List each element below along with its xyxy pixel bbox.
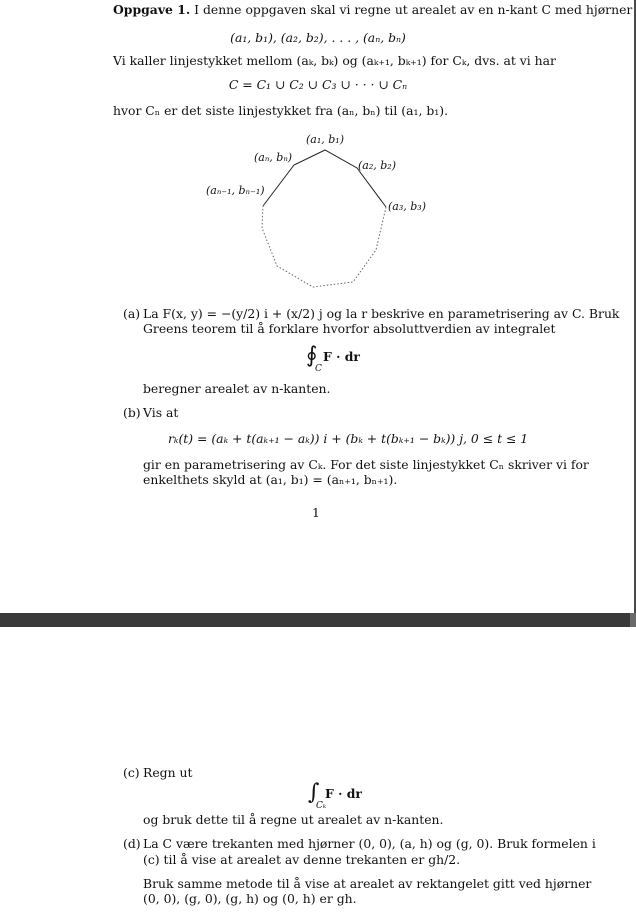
part-a-integral (306, 342, 366, 376)
polygon-dotted-edges (262, 206, 386, 287)
part-a-text-1: La F(x, y) = −(y/2) i + (x/2) j og la r beskrive en parametrisering av C. Bruk (143, 306, 620, 321)
part-d-text-1: La C være trekanten med hjørner (0, 0), (a, h) og (g, 0). Bruk formelen i (143, 836, 596, 851)
part-c-label: (c) (123, 765, 140, 780)
label-a1-b1: (a₁, b₁) (306, 133, 344, 146)
segment-definition: Vi kaller linjestykket mellom (aₖ, bₖ) og (aₖ₊₁, bₖ₊₁) for Cₖ, dvs. at vi har (113, 53, 556, 68)
page-separator (0, 613, 636, 627)
exercise-title: Oppgave 1. (113, 2, 191, 17)
vertices-equation: (a₁, b₁), (a₂, b₂), . . . , (aₙ, bₙ) (230, 30, 406, 45)
label-a3-b3: (a₃, b₃) (388, 200, 426, 213)
integral-sign: ∫ (308, 780, 320, 805)
label-an1-bn1: (aₙ₋₁, bₙ₋₁) (206, 184, 265, 197)
contour-integral-sign: ∮ (306, 343, 318, 368)
last-segment-text: hvor Cₙ er det siste linjestykket fra (aₙ, bₙ) til (a₁, b₁). (113, 103, 449, 118)
part-a-integrand: F · dr (323, 349, 360, 364)
part-a-text-3: beregner arealet av n-kanten. (143, 381, 331, 396)
part-a-label: (a) (123, 306, 141, 321)
part-b-label: (b) (123, 405, 141, 420)
part-b-text-3: enkelthets skyld at (a₁, b₁) = (aₙ₊₁, bₙ₊₁). (143, 472, 398, 487)
exercise-intro: I denne oppgaven skal vi regne ut arealet av en n-kant C med hjørner (194, 2, 633, 17)
part-c-integral-sub: Cₖ (316, 801, 327, 811)
part-b-equation: rₖ(t) = (aₖ + t(aₖ₊₁ − aₖ)) i + (bₖ + t(bₖ₊₁ − bₖ)) j, 0 ≤ t ≤ 1 (168, 431, 529, 446)
label-an-bn: (aₙ, bₙ) (254, 151, 293, 164)
page-2 (0, 627, 636, 912)
part-b-text-2: gir en parametrisering av Cₖ. For det siste linjestykket Cₙ skriver vi for (143, 457, 589, 472)
polygon-figure (0, 0, 636, 300)
union-equation: C = C₁ ∪ C₂ ∪ C₃ ∪ · · · ∪ Cₙ (228, 77, 408, 92)
part-c-text-1: Regn ut (143, 765, 193, 780)
page-number: 1 (312, 505, 320, 520)
part-a-text-2: Greens teorem til å forklare hvorfor absoluttverdien av integralet (143, 321, 556, 336)
part-c-text-2: og bruk dette til å regne ut arealet av n-kanten. (143, 812, 444, 827)
part-d-text-2: (c) til å vise at arealet av denne trekanten er gh/2. (143, 852, 461, 867)
label-a2-b2: (a₂, b₂) (358, 159, 396, 172)
part-b-text-1: Vis at (143, 405, 179, 420)
part-d-text-4: (0, 0), (g, 0), (g, h) og (0, h) er gh. (143, 891, 357, 906)
part-a-integral-sub: C (315, 364, 322, 374)
part-c-integral (308, 779, 368, 813)
part-c-integrand: F · dr (325, 786, 362, 801)
part-d-text-3: Bruk samme metode til å vise at arealet av rektangelet gitt ved hjørner (143, 876, 592, 891)
part-d-label: (d) (123, 836, 141, 851)
